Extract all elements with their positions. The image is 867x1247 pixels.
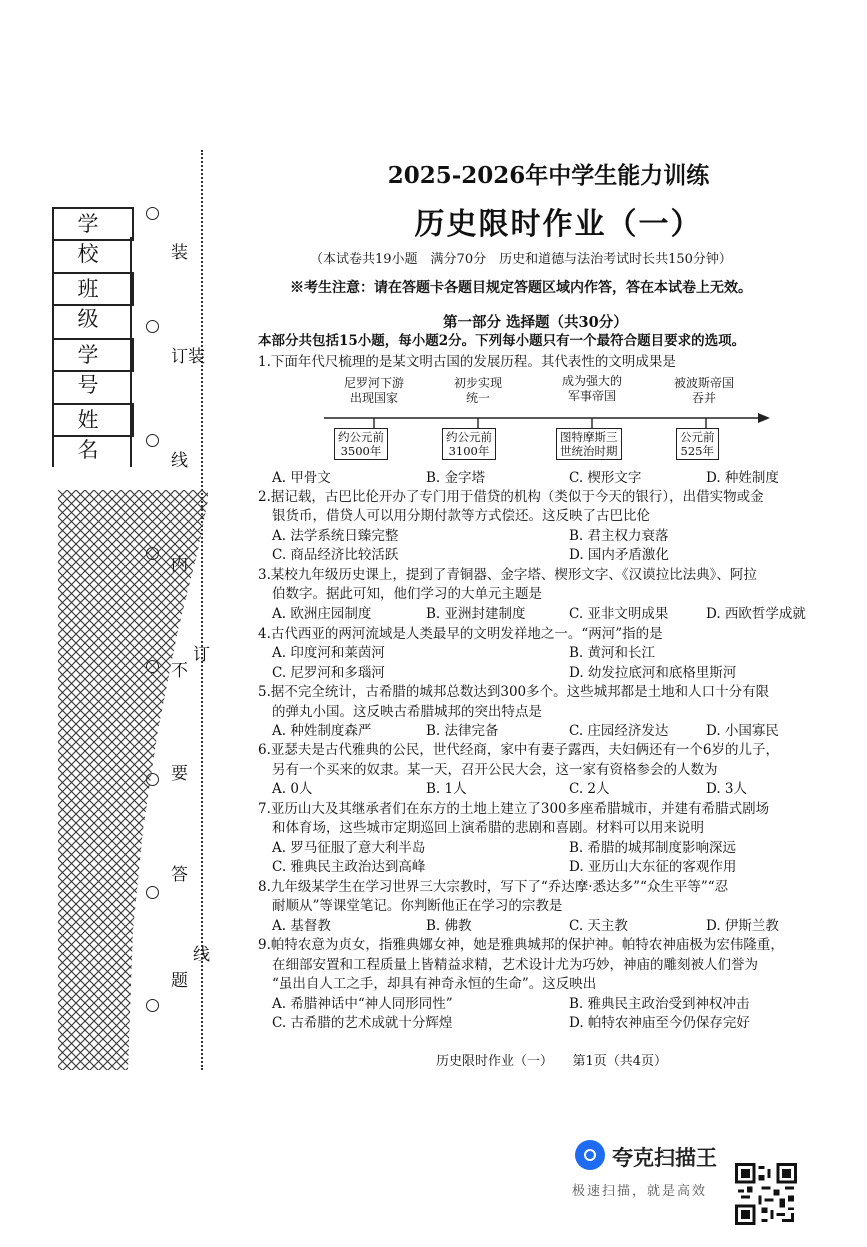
question-9-option-b: B. 雅典民主政治受到神权冲击 xyxy=(569,996,750,1012)
question-6-stem: 另有一个买来的奴隶。某一天，召开公民大会，这一家有资格参会的人数为 xyxy=(272,762,718,778)
question-7-stem: 和体育场，这些城市定期巡回上演希腊的悲剧和喜剧。材料可以用来说明 xyxy=(272,820,704,836)
timeline-date-box xyxy=(676,428,719,460)
question-5-option-a: A. 种姓制度森严 xyxy=(272,723,372,739)
question-5-option-c: C. 庄园经济发达 xyxy=(569,723,669,739)
field-frame-left xyxy=(52,237,56,467)
section-heading: 第一部分 选择题（共30分） xyxy=(443,314,628,331)
scanner-logo-icon xyxy=(575,1140,605,1170)
timeline-date-box xyxy=(442,428,496,460)
question-9-stem: 9.帕特农意为贞女，指雅典娜女神，她是雅典城邦的保护神。帕特农神庙极为宏伟隆重， xyxy=(258,937,784,953)
question-9-stem: “虽出自人工之手，却具有神奇永恒的生命”。这反映出 xyxy=(272,976,597,992)
question-6-stem: 6.亚瑟夫是古代雅典的公民，世代经商，家中有妻子露西，夫妇俩还有一个6岁的儿子， xyxy=(258,742,779,758)
question-8-option-c: C. 天主教 xyxy=(569,918,628,934)
school-field: 学 校 xyxy=(52,207,134,241)
question-2-option-a: A. 法学系统日臻完整 xyxy=(272,528,399,544)
question-7-option-c: C. 雅典民主政治达到高峰 xyxy=(272,859,426,875)
question-8-stem: 耐顺从”等课堂笔记。你判断他正在学习的宗教是 xyxy=(272,898,563,914)
question-4-option-b: B. 黄河和长江 xyxy=(569,645,656,661)
timeline-date-box xyxy=(334,428,388,460)
question-3-option-c: C. 亚非文明成果 xyxy=(569,606,669,622)
question-9-option-c: C. 古希腊的艺术成就十分辉煌 xyxy=(272,1015,453,1031)
binding-char: 不 xyxy=(171,661,188,681)
timeline-event-label xyxy=(324,376,424,406)
binding-char: 线 xyxy=(193,945,210,965)
page-footer: 历史限时作业（一） 第1页（共4页） xyxy=(436,1054,668,1069)
question-1-option-a: A. 甲骨文 xyxy=(272,470,331,486)
timeline-event-label xyxy=(428,376,528,406)
timeline-date-box xyxy=(556,428,622,460)
timeline-date-text: 图特摩斯三 世统治时期 xyxy=(560,430,618,458)
crosshatch-pattern xyxy=(58,490,208,1070)
binding-char: 订 xyxy=(193,645,210,665)
question-2-option-c: C. 商品经济比较活跃 xyxy=(272,547,399,563)
question-3-option-d: D. 西欧哲学成就 xyxy=(706,606,806,622)
student-number-field: 学 号 xyxy=(52,338,134,372)
question-3-stem: 3.某校九年级历史课上，提到了青铜器、金字塔、楔形文字、《汉谟拉比法典》、阿拉 xyxy=(258,567,757,583)
field-frame-right xyxy=(130,237,134,467)
timeline-date-text: 约公元前 3500年 xyxy=(338,430,384,458)
question-5-option-b: B. 法律完备 xyxy=(426,723,499,739)
question-9-stem: 在细部安置和工程质量上皆精益求精，艺术设计尤为巧妙，神庙的雕刻被人们誉为 xyxy=(272,957,758,973)
question-4-option-d: D. 幼发拉底河和底格里斯河 xyxy=(569,665,737,681)
question-8-option-a: A. 基督教 xyxy=(272,918,331,934)
question-5-option-d: D. 小国寡民 xyxy=(706,723,779,739)
timeline-date-text: 公元前 525年 xyxy=(680,430,715,458)
binding-hole xyxy=(146,320,159,333)
question-7-option-b: B. 希腊的城邦制度影响深远 xyxy=(569,840,737,856)
question-2-stem: 银货币，借贷人可以用分期付款等方式偿还。这反映了古巴比伦 xyxy=(272,508,650,524)
question-2-option-d: D. 国内矛盾激化 xyxy=(569,547,669,563)
scanner-slogan: 极速扫描，就是高效 xyxy=(572,1184,708,1199)
question-7-option-d: D. 亚历山大东征的客观作用 xyxy=(569,859,737,875)
question-7-option-a: A. 罗马征服了意大利半岛 xyxy=(272,840,426,856)
question-8-stem: 8.九年级某学生在学习世界三大宗教时，写下了“乔达摩·悉达多”“众生平等”“忍 xyxy=(258,879,729,895)
timeline-date-text: 约公元前 3100年 xyxy=(446,430,492,458)
question-3-stem: 伯数字。据此可知，他们学习的大单元主题是 xyxy=(272,586,542,602)
question-1-option-c: C. 楔形文字 xyxy=(569,470,642,486)
question-1-stem: 1.下面年代尺梳理的是某文明古国的发展历程。其代表性的文明成果是 xyxy=(258,354,676,370)
question-5-stem: 5.据不完全统计，古希腊的城邦总数达到300多个。这些城邦都是土地和人口十分有限 xyxy=(258,684,770,700)
binding-char: 线 xyxy=(171,451,188,471)
binding-char: 装 xyxy=(171,243,188,263)
scanner-brand-name: 夸克扫描王 xyxy=(612,1146,717,1170)
timeline-event-text: 初步实现 统一 xyxy=(453,376,502,405)
timeline-event-text: 被波斯帝国 吞并 xyxy=(673,376,734,405)
question-4-stem: 4.古代西亚的两河流域是人类最早的文明发祥地之一。“两河”指的是 xyxy=(258,626,663,642)
question-6-option-a: A. 0人 xyxy=(272,781,313,797)
question-2-stem: 2.据记载，古巴比伦开办了专门用于借贷的机构（类似于今天的银行），出借实物或金 xyxy=(258,489,764,505)
exam-series-title: 2025-2026年中学生能力训练 xyxy=(387,162,710,189)
question-2-option-b: B. 君主权力衰落 xyxy=(569,528,669,544)
question-1-option-d: D. 种姓制度 xyxy=(706,470,779,486)
timeline-event-label xyxy=(542,374,642,404)
question-3-option-b: B. 亚洲封建制度 xyxy=(426,606,526,622)
binding-char: 订装 xyxy=(171,347,205,367)
class-field: 班 级 xyxy=(52,272,134,306)
question-6-option-d: D. 3人 xyxy=(706,781,748,797)
question-5-stem: 的弹丸小国。这反映古希腊城邦的突出特点是 xyxy=(272,704,542,720)
binding-char: 题 xyxy=(171,971,188,991)
question-4-option-c: C. 尼罗河和多瑙河 xyxy=(272,665,385,681)
binding-hole xyxy=(146,434,159,447)
binding-char: 要 xyxy=(171,764,188,784)
question-9-option-a: A. 希腊神话中“神人同形同性” xyxy=(272,996,453,1012)
name-field: 姓 名 xyxy=(52,403,134,437)
binding-char: 答 xyxy=(171,865,188,885)
question-4-option-a: A. 印度河和莱茵河 xyxy=(272,645,385,661)
question-7-stem: 7.亚历山大及其继承者们在东方的土地上建立了300多座希腊城市，并建有希腊式剧场 xyxy=(258,801,770,817)
question-8-option-d: D. 伊斯兰教 xyxy=(706,918,779,934)
question-9-option-d: D. 帕特农神庙至今仍保存完好 xyxy=(569,1015,750,1031)
exam-info: （本试卷共19小题 满分70分 历史和道德与法治考试时长共150分钟） xyxy=(310,252,732,267)
question-1-option-b: B. 金字塔 xyxy=(426,470,486,486)
exam-notice: ※考生注意：请在答题卡各题目规定答题区域内作答，答在本试卷上无效。 xyxy=(290,280,752,296)
section-instruction: 本部分共包括15小题，每小题2分。下列每小题只有一个最符合题目要求的选项。 xyxy=(258,333,746,349)
question-8-option-b: B. 佛教 xyxy=(426,918,472,934)
question-6-option-b: B. 1人 xyxy=(426,781,467,797)
timeline-event-text: 尼罗河下游 出现国家 xyxy=(343,376,404,405)
question-6-option-c: C. 2人 xyxy=(569,781,610,797)
question-3-option-a: A. 欧洲庄园制度 xyxy=(272,606,372,622)
qr-code-icon xyxy=(735,1163,797,1225)
exam-title: 历史限时作业（一） xyxy=(414,207,703,242)
timeline-event-label xyxy=(654,376,754,406)
timeline-event-text: 成为强大的 军事帝国 xyxy=(561,374,622,403)
